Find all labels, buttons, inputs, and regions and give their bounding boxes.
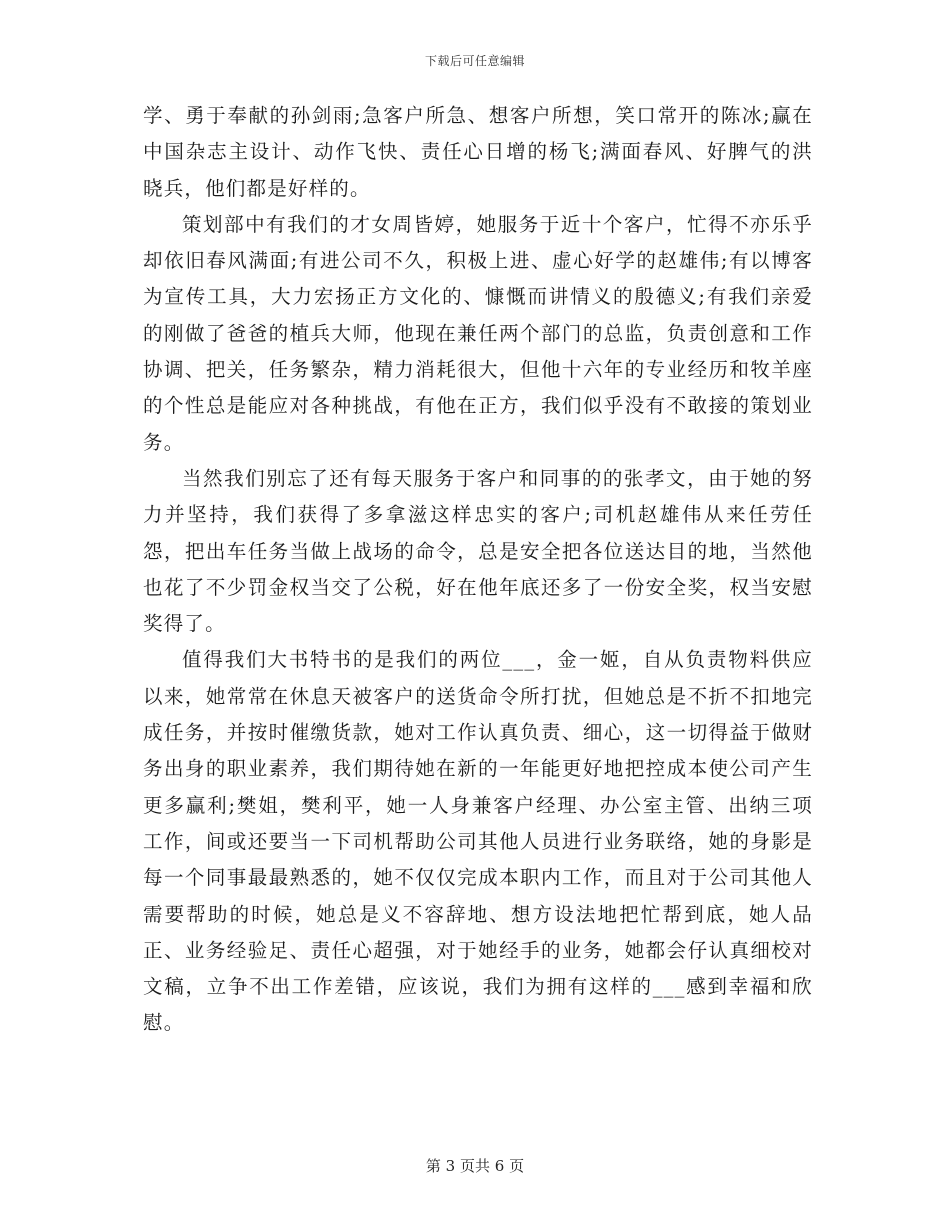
- document-body: [143, 98, 813, 1042]
- page-header: 下载后可任意编辑: [424, 54, 525, 68]
- paragraph-2: 策划部中有我们的才女周皆婷，她服务于近十个客户，忙得不亦乐乎却依旧春风满面;有进公司不久，积极上进、虚心好学的赵雄伟;有以博客为宣传工具，大力宏扬正方文化的、慷慨而讲情义的殷德义;有我们亲爱的刚做了爸爸的植兵大师，他现在兼任两个部门的总监，负责创意和工作协调、把关，任务繁杂，精力消耗很大，但他十六年的专业经历和牧羊座的个性总是能应对各种挑战，有他在正方，我们似乎没有不敢接的策划业务。: [143, 212, 813, 454]
- paragraph-3: 当然我们别忘了还有每天服务于客户和同事的的张孝文，由于她的努力并坚持，我们获得了多拿滋这样忠实的客户;司机赵雄伟从来任劳任怨，把出车任务当做上战场的命令，总是安全把各位送达目的地，当然他也花了不少罚金权当交了公税，好在他年底还多了一份安全奖，权当安慰奖得了。: [143, 466, 813, 636]
- paragraph-1: 学、勇于奉献的孙剑雨;急客户所急、想客户所想，笑口常开的陈冰;赢在中国杂志主设计、动作飞快、责任心日增的杨飞;满面春风、好脾气的洪晓兵，他们都是好样的。: [143, 104, 813, 200]
- paragraph-4: 值得我们大书特书的是我们的两位___，金一姬，自从负责物料供应以来，她常常在休息天被客户的送货命令所打扰，但她总是不折不扣地完成任务，并按时催缴货款，她对工作认真负责、细心，这一切得益于做财务出身的职业素养，我们期待她在新的一年能更好地把控成本使公司产生更多赢利;樊姐，樊利平，她一人身兼客户经理、办公室主管、出纳三项工作，间或还要当一下司机帮助公司其他人员进行业务联络，她的身影是每一个同事最最熟悉的，她不仅仅完成本职内工作，而且对于公司其他人需要帮助的时候，她总是义不容辞地、想方设法地把忙帮到底，她人品正、业务经验足、责任心超强，对于她经手的业务，她都会仔认真细校对文稿，立争不出工作差错，应该说，我们为拥有这样的___感到幸福和欣慰。: [143, 648, 813, 1035]
- page-footer: 第 3 页共 6 页: [425, 1157, 525, 1175]
